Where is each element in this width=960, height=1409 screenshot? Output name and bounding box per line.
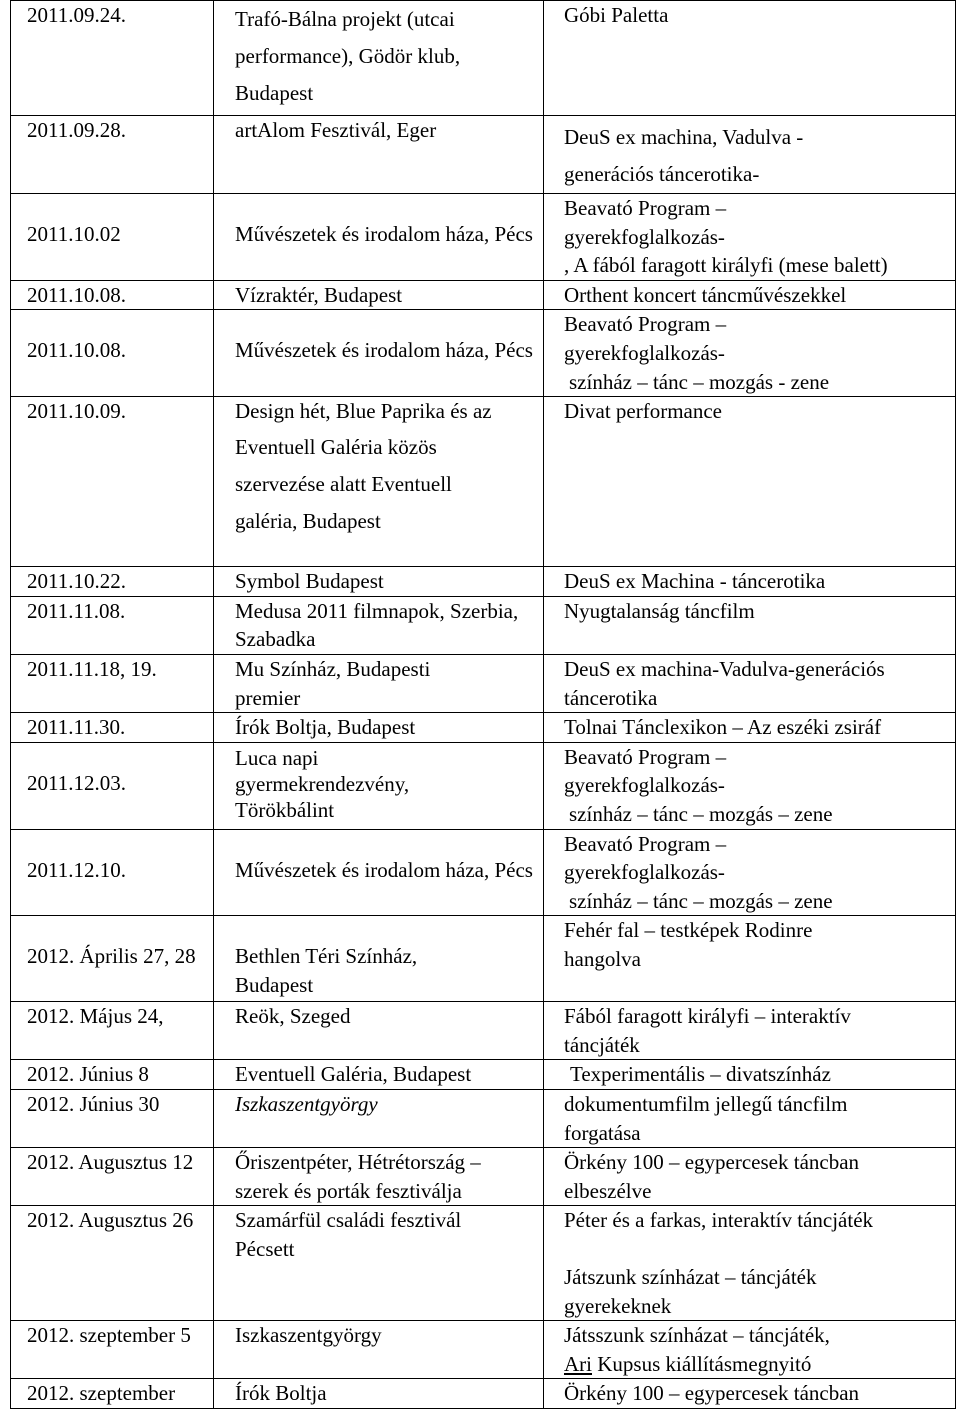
event-cell: Texperimentális – divatszínház (570, 1062, 831, 1087)
event-line: gyerekfoglalkozás- (564, 860, 725, 885)
venue-cell: Reök, Szeged (235, 1004, 351, 1029)
table-row (11, 1148, 956, 1206)
venue-cell: Szamárfül családi fesztivál Pécsett (235, 1208, 462, 1262)
event-cell: Fából faragott királyfi – interaktív táncjáték (564, 1004, 851, 1057)
venue-cell: Művészetek és irodalom háza, Pécs (235, 338, 533, 363)
date-cell: 2011.10.08. (27, 338, 126, 363)
event-line: Játsszunk színházat – táncjáték, (564, 1323, 830, 1348)
table-row (11, 1090, 956, 1148)
table-row (11, 1002, 956, 1060)
event-line: színház – tánc – mozgás – zene (569, 888, 833, 913)
date-cell: 2012. Május 24, (27, 1004, 164, 1029)
event-cell: Tolnai Tánclexikon – Az eszéki zsiráf (564, 715, 882, 740)
table-row (11, 916, 956, 1002)
date-cell: 2011.09.24. (27, 3, 126, 27)
date-cell: 2011.11.30. (27, 715, 126, 740)
event-cell: Orthent koncert táncművészekkel (564, 282, 847, 307)
date-cell: 2011.09.28. (27, 118, 126, 142)
table-row (11, 1206, 956, 1321)
venue-cell: Írók Boltja (235, 1381, 327, 1406)
event-line: Beavató Program – (564, 196, 727, 220)
date-cell: 2011.11.08. (27, 598, 126, 623)
venue-cell: artAlom Fesztivál, Eger (235, 118, 437, 142)
date-cell: 2011.12.10. (27, 857, 126, 882)
event-cell: DeuS ex Machina - táncerotika (564, 569, 826, 594)
date-cell: 2012. szeptember 5 (27, 1323, 191, 1348)
event-cell: DeuS ex machina-Vadulva-generációs táncerotika (564, 656, 885, 710)
venue-cell: Vízraktér, Budapest (235, 282, 403, 307)
date-cell: 2012. Június 8 (27, 1062, 149, 1087)
table-row (11, 654, 956, 712)
table-row (11, 1379, 956, 1409)
underlined-name: Ari (564, 1351, 592, 1376)
venue-cell: Iszkaszentgyörgy (235, 1092, 378, 1117)
event-line: gyerekfoglalkozás- (564, 773, 725, 798)
date-cell: 2012. Augusztus 12 (27, 1150, 194, 1175)
event-cell: Örkény 100 – egypercesek táncban elbeszélve (564, 1150, 860, 1203)
date-cell: 2011.10.22. (27, 569, 126, 594)
venue-cell: Iszkaszentgyörgy (235, 1323, 382, 1348)
table-row (11, 713, 956, 743)
date-cell: 2012. Április 27, 28 (27, 944, 196, 969)
event-cell: Divat performance (564, 399, 723, 424)
event-line: Beavató Program – (564, 744, 727, 769)
event-line: Péter és a farkas, interaktív táncjáték (564, 1208, 874, 1233)
table-row (11, 310, 956, 397)
table-row (11, 567, 956, 597)
table-row (11, 194, 956, 281)
date-cell: 2012. Június 30 (27, 1092, 160, 1117)
venue-cell: Trafó-Bálna projekt (utcai performance), Gödör klub, Budapest (235, 7, 461, 105)
table-row (11, 829, 956, 916)
venue-cell: Írók Boltja, Budapest (235, 715, 416, 740)
events-table (10, 0, 956, 1409)
event-cell: DeuS ex machina, Vadulva - generációs táncerotika- (564, 125, 804, 186)
date-cell: 2011.12.03. (27, 770, 126, 795)
event-line: színház – tánc – mozgás - zene (569, 369, 830, 394)
venue-cell: Symbol Budapest (235, 569, 384, 594)
venue-cell: Medusa 2011 filmnapok, Szerbia, Szabadka (235, 598, 519, 652)
table-row (11, 280, 956, 310)
date-cell: 2011.10.02 (27, 222, 121, 246)
venue-cell: Őriszentpéter, Hétrétország – szerek és porták fesztiválja (235, 1150, 481, 1203)
venue-cell: Bethlen Téri Színház, Budapest (235, 944, 418, 997)
event-cell: Góbi Paletta (564, 3, 669, 27)
table-row (11, 1, 956, 116)
date-cell: 2012. szeptember (27, 1381, 176, 1406)
venue-cell: Mu Színház, Budapesti premier (235, 656, 431, 710)
date-cell: 2011.10.08. (27, 282, 126, 307)
event-line: Ari Kupsus kiállításmegnyitó (564, 1351, 812, 1376)
venue-cell: Luca napi gyermekrendezvény, Törökbálint (235, 745, 410, 822)
table-row (11, 1321, 956, 1379)
table-row (11, 116, 956, 194)
venue-cell: Művészetek és irodalom háza, Pécs (235, 222, 533, 246)
event-cell: Nyugtalanság táncfilm (564, 598, 755, 623)
table-row (11, 397, 956, 567)
event-cell: Örkény 100 – egypercesek táncban (564, 1381, 860, 1406)
venue-cell: Eventuell Galéria, Budapest (235, 1062, 472, 1087)
event-cell: Fehér fal – testképek Rodinre hangolva (564, 918, 813, 971)
venue-line: Design hét, Blue Paprika és az (235, 399, 492, 424)
table-row (11, 1060, 956, 1090)
event-line: , A fából faragott királyfi (mese balett) (564, 253, 888, 278)
table-row (11, 742, 956, 829)
venue-line: Eventuell Galéria közös szervezése alatt Eventuell galéria, Budapest (235, 434, 452, 533)
date-cell: 2012. Augusztus 26 (27, 1208, 194, 1233)
date-cell: 2011.11.18, 19. (27, 656, 157, 681)
event-line: Beavató Program – (564, 312, 727, 337)
event-line: gyerekfoglalkozás- (564, 224, 725, 249)
event-cell: dokumentumfilm jellegű táncfilm forgatása (564, 1092, 848, 1145)
table-row (11, 596, 956, 654)
event-line: Játszunk színházat – táncjáték gyerekeknek (564, 1265, 817, 1318)
event-line: gyerekfoglalkozás- (564, 340, 725, 365)
event-line: Beavató Program – (564, 831, 727, 856)
event-line: színház – tánc – mozgás – zene (569, 801, 833, 826)
venue-cell: Művészetek és irodalom háza, Pécs (235, 857, 533, 882)
date-cell: 2011.10.09. (27, 399, 126, 424)
